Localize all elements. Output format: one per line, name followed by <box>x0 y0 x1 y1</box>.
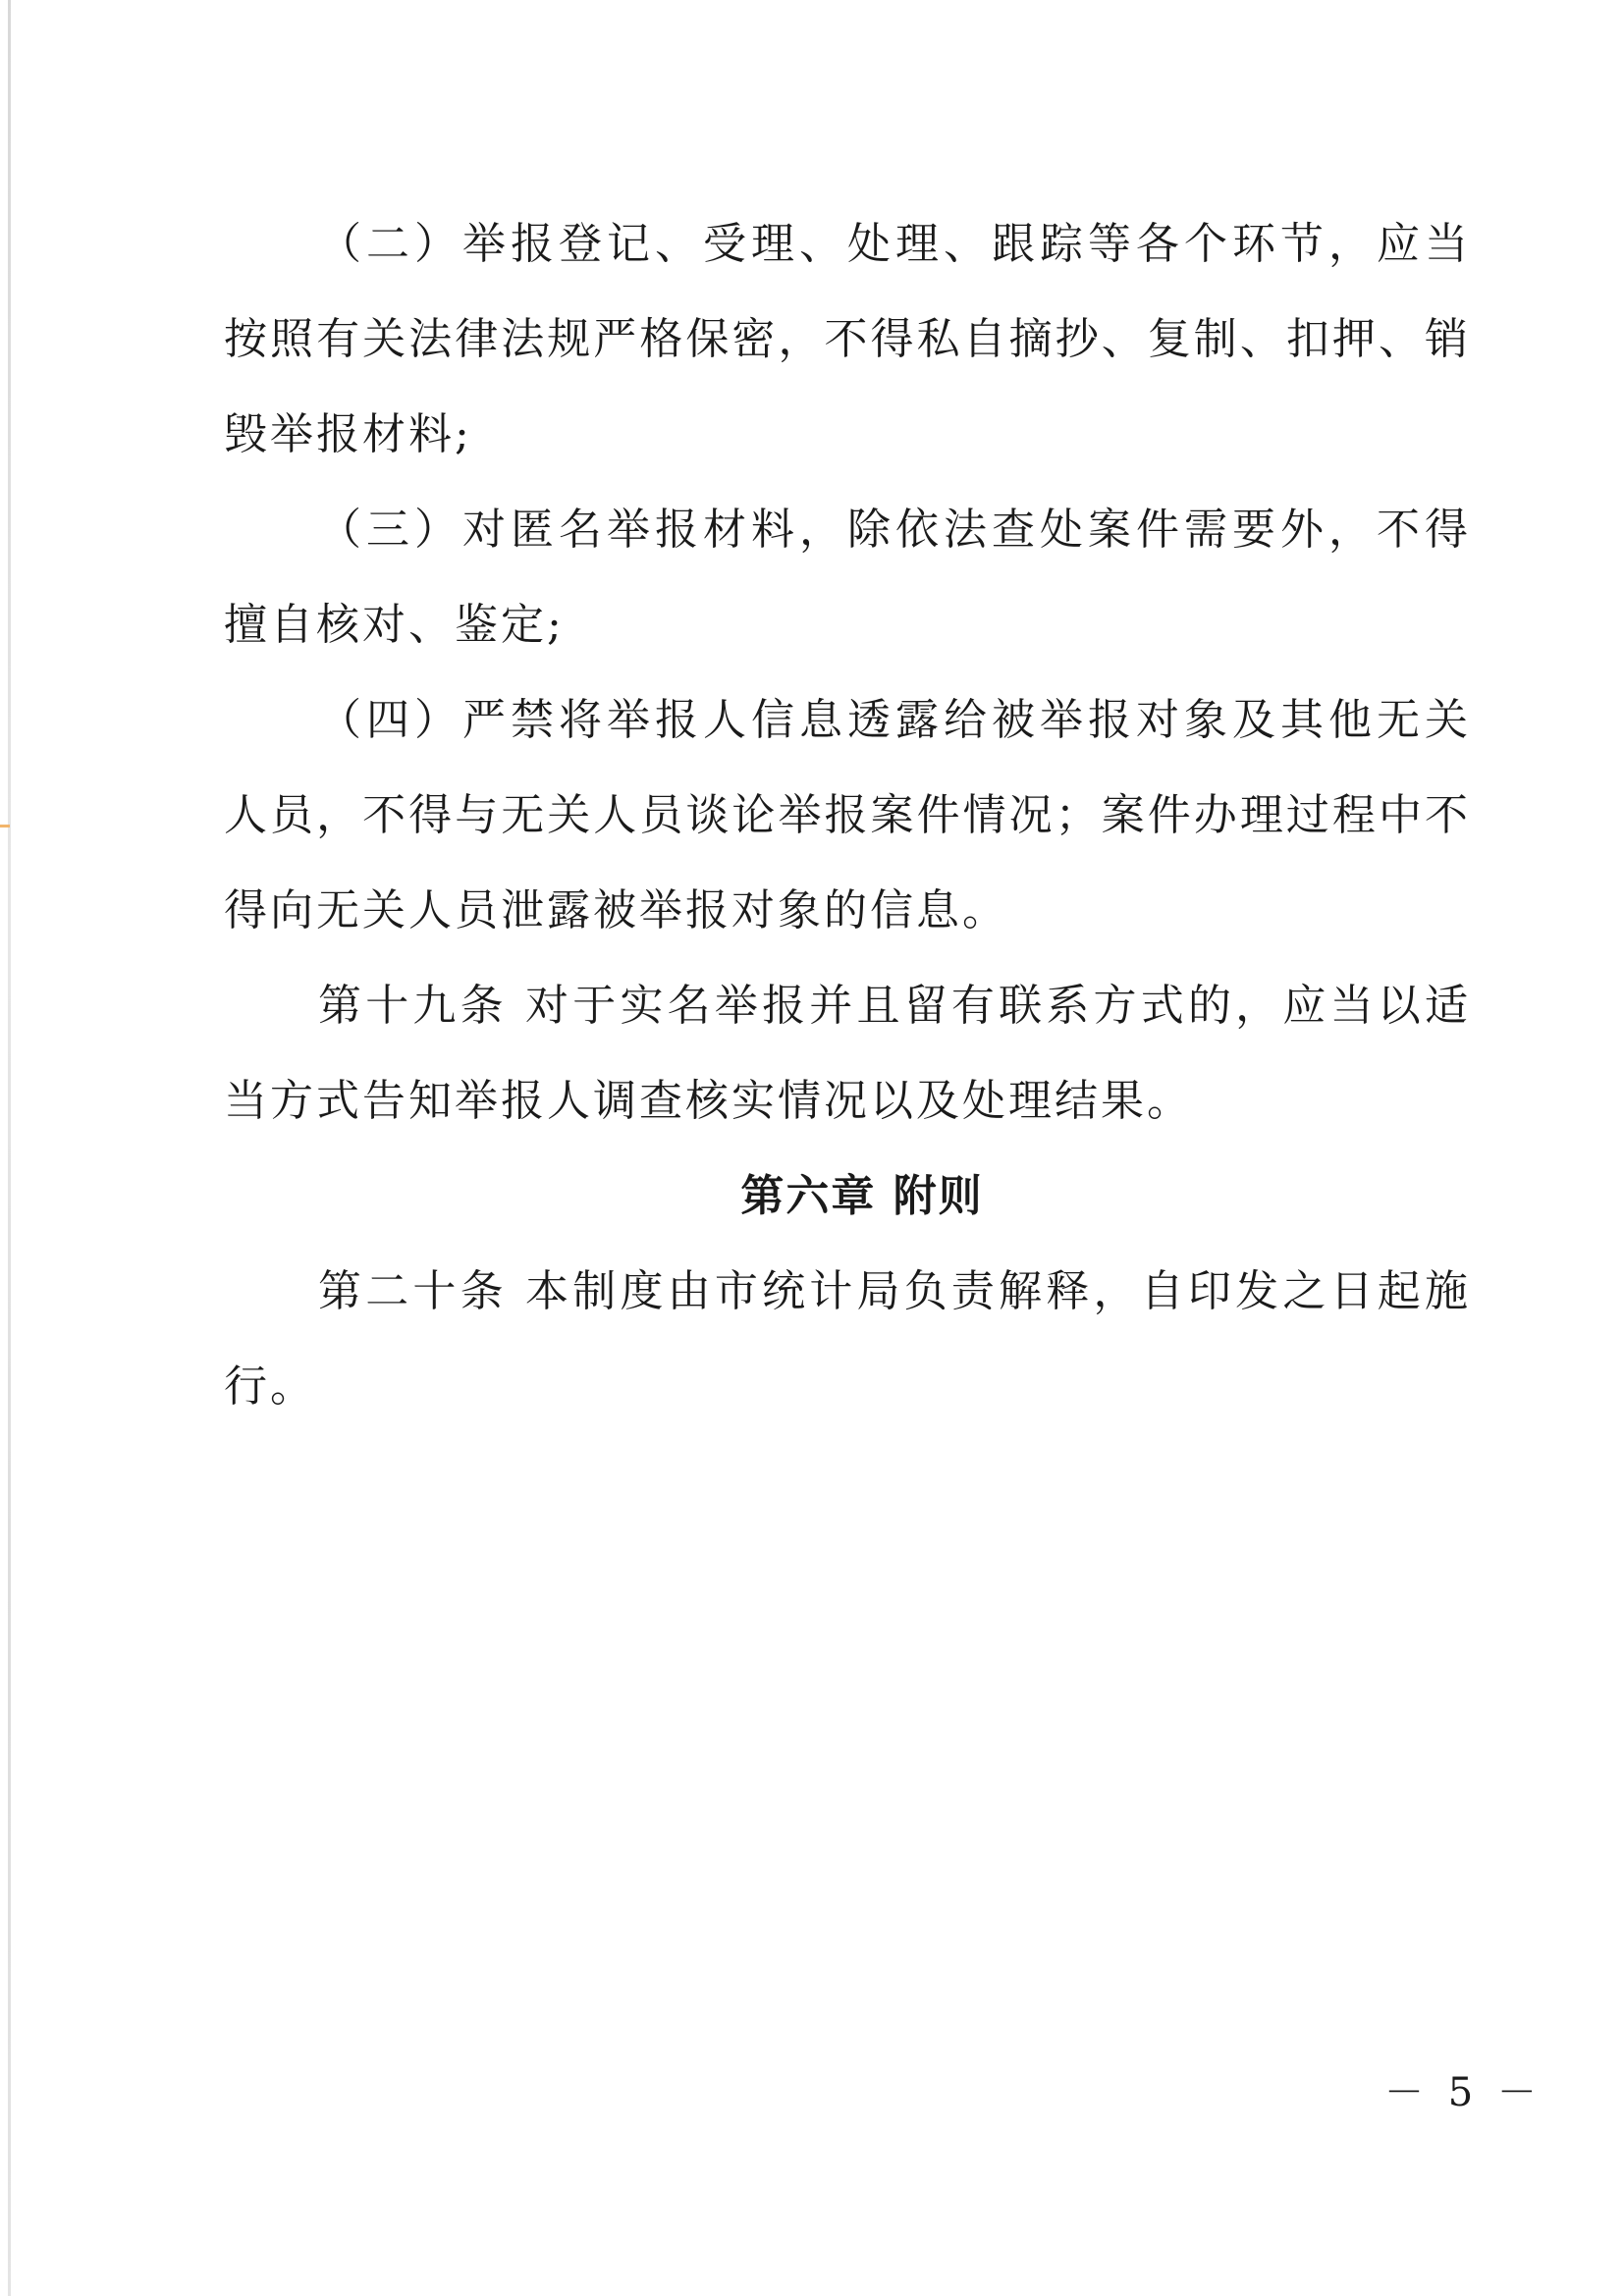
document-body <box>224 196 1471 1434</box>
scan-edge <box>8 0 11 2296</box>
paragraph-item-2: （二）举报登记、受理、处理、跟踪等各个环节，应当按照有关法律法规严格保密，不得私自摘抄、复制、扣押、销毁举报材料; <box>224 219 1471 459</box>
article-19: 第十九条 对于实名举报并且留有联系方式的，应当以适当方式告知举报人调查核实情况以及处理结果。 <box>224 981 1471 1126</box>
paragraph-item-3: （三）对匿名举报材料，除依法查处案件需要外，不得擅自核对、鉴定; <box>224 505 1471 650</box>
paragraph-item-4: （四）严禁将举报人信息透露给被举报对象及其他无关人员，不得与无关人员谈论举报案件情况；案件办理过程中不得向无关人员泄露被举报对象的信息。 <box>224 695 1471 935</box>
page-number: － 5 － <box>1384 2070 1543 2115</box>
scan-edge-mark <box>0 825 10 828</box>
article-20: 第二十条 本制度由市统计局负责解释，自印发之日起施行。 <box>224 1266 1471 1412</box>
chapter-title: 第六章 附则 <box>740 1171 984 1221</box>
